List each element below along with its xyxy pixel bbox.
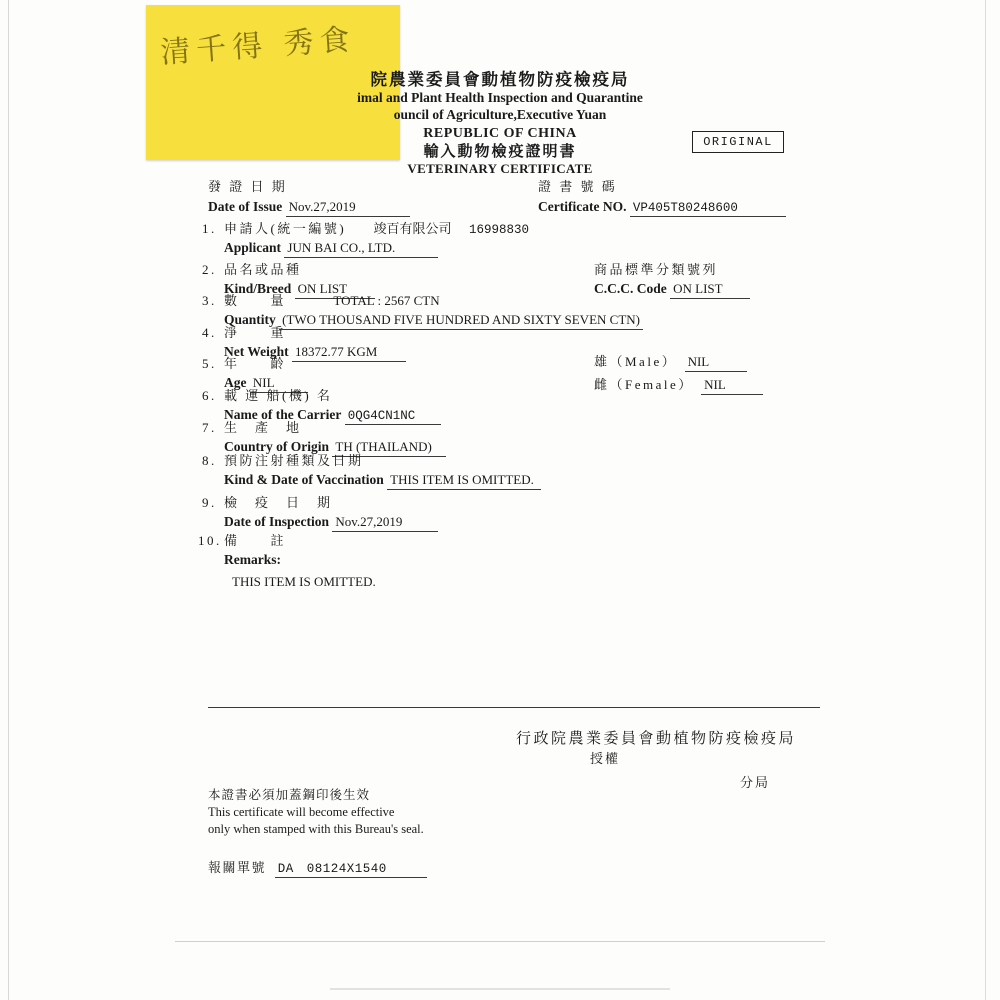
field-applicant	[202, 218, 529, 258]
field-applicant-value-en: JUN BAI CO., LTD.	[284, 240, 438, 258]
signature-branch: 分局	[740, 775, 771, 790]
footnote-en-1: This certificate will become effective	[208, 804, 395, 819]
field-age-female-value: NIL	[701, 377, 763, 395]
field-carrier-number: 6.	[202, 388, 217, 403]
document-header	[0, 70, 1000, 177]
field-ccc-label-cn: 商品標準分類號列	[594, 262, 719, 277]
field-net-weight-number: 4.	[202, 325, 217, 340]
field-inspection-label-en: Date of Inspection	[224, 514, 329, 529]
declaration-label: 報關單號	[208, 860, 267, 875]
field-applicant-label-en: Applicant	[224, 240, 282, 255]
field-remarks-label-en: Remarks:	[224, 552, 281, 567]
sticky-note-handwriting: 清千得 秀食	[159, 22, 357, 71]
footnote-en-2: only when stamped with this Bureau's seal.	[208, 821, 424, 836]
field-remarks-label-cn: 備 註	[224, 533, 287, 548]
field-vaccination-label-cn: 預防注射種類及日期	[224, 453, 364, 468]
certificate-no-block	[538, 176, 786, 217]
signature-agency: 行政院農業委員會動植物防疫檢疫局	[516, 731, 797, 747]
field-age-number: 5.	[202, 356, 217, 371]
field-carrier-label-cn: 載 運 船(機) 名	[224, 388, 333, 403]
field-applicant-number: 1.	[202, 221, 217, 236]
field-kind-value: ON LIST	[295, 281, 375, 299]
field-kind-label-cn: 品名或品種	[224, 262, 302, 277]
field-origin-number: 7.	[202, 420, 217, 435]
field-age-label-cn: 年 齡	[224, 356, 287, 371]
header-agency-en-1: imal and Plant Health Inspection and Quarantine	[357, 90, 643, 106]
field-quantity-number: 3.	[202, 293, 217, 308]
issue-date-label-en: Date of Issue	[208, 199, 283, 214]
field-origin-label-cn: 生 產 地	[224, 420, 302, 435]
scan-bottom-line-2	[330, 988, 670, 990]
effectiveness-footnote	[208, 787, 424, 838]
certificate-no-label-cn: 證 書 號 碼	[538, 179, 618, 194]
field-age-male-value: NIL	[685, 354, 747, 372]
field-remarks	[198, 530, 376, 590]
certificate-no-label-en: Certificate NO.	[538, 199, 627, 214]
field-applicant-label-cn: 申請人(統一編號)	[224, 221, 347, 236]
field-kind-number: 2.	[202, 262, 217, 277]
field-age-male-label: 雄（Male）	[594, 354, 678, 369]
issue-date-block	[208, 176, 410, 217]
original-stamp-box: ORIGINAL	[692, 131, 784, 153]
field-age-label-en: Age	[224, 375, 247, 390]
field-ccc-label-en: C.C.C. Code	[594, 281, 667, 296]
declaration-number-block	[208, 857, 427, 878]
header-agency-en-2: ouncil of Agriculture,Executive Yuan	[393, 106, 607, 122]
field-age-value: NIL	[250, 375, 308, 393]
field-quantity-label-en: Quantity	[224, 312, 276, 327]
header-country: REPUBLIC OF CHINA	[423, 126, 577, 142]
field-kind-label-en: Kind/Breed	[224, 281, 292, 296]
field-remarks-value: THIS ITEM IS OMITTED.	[232, 574, 376, 589]
signature-divider	[208, 707, 820, 708]
certificate-no-value: VP405T80248600	[630, 201, 786, 217]
field-inspection-label-cn: 檢 疫 日 期	[224, 495, 333, 510]
field-applicant-value-id: 16998830	[468, 223, 529, 237]
field-carrier-value: 0QG4CN1NC	[345, 409, 441, 425]
scan-bottom-line-1	[175, 941, 825, 942]
header-title-cn: 輸入動物檢疫證明書	[423, 144, 577, 161]
field-net-weight-label-cn: 淨 重	[224, 325, 287, 340]
issue-date-value: Nov.27,2019	[286, 199, 410, 217]
field-inspection-date	[202, 492, 438, 532]
field-remarks-number: 10.	[198, 533, 222, 548]
footnote-cn: 本證書必須加蓋鋼印後生效	[208, 788, 371, 802]
header-agency-cn: 院農業委員會動植物防疫檢疫局	[370, 70, 630, 89]
field-origin-label-en: Country of Origin	[224, 439, 330, 454]
header-title-en: VETERINARY CERTIFICATE	[407, 161, 593, 177]
field-applicant-value-cn: 竣百有限公司	[373, 221, 452, 236]
field-quantity-value-top: TOTAL : 2567 CTN	[333, 293, 440, 308]
field-vaccination-value: THIS ITEM IS OMITTED.	[387, 472, 541, 490]
field-carrier-label-en: Name of the Carrier	[224, 407, 342, 422]
field-quantity-value-bottom: (TWO THOUSAND FIVE HUNDRED AND SIXTY SEVEN CTN)	[279, 312, 643, 330]
issue-date-label-cn: 發 證 日 期	[208, 179, 288, 194]
field-age-sex	[594, 351, 763, 395]
signature-authorized: 授權	[590, 751, 621, 766]
field-net-weight-label-en: Net Weight	[224, 344, 289, 359]
field-ccc-value: ON LIST	[670, 281, 750, 299]
field-vaccination-number: 8.	[202, 453, 217, 468]
field-origin-value: TH (THAILAND)	[332, 439, 446, 457]
field-age-female-label: 雌（Female）	[594, 377, 694, 392]
declaration-value: DA 08124X1540	[275, 858, 427, 878]
field-quantity-label-cn: 數 量	[224, 293, 287, 308]
field-vaccination	[202, 450, 541, 490]
field-inspection-number: 9.	[202, 495, 217, 510]
field-net-weight-value: 18372.77 KGM	[292, 344, 406, 362]
field-vaccination-label-en: Kind & Date of Vaccination	[224, 472, 384, 487]
field-inspection-value: Nov.27,2019	[332, 514, 438, 532]
